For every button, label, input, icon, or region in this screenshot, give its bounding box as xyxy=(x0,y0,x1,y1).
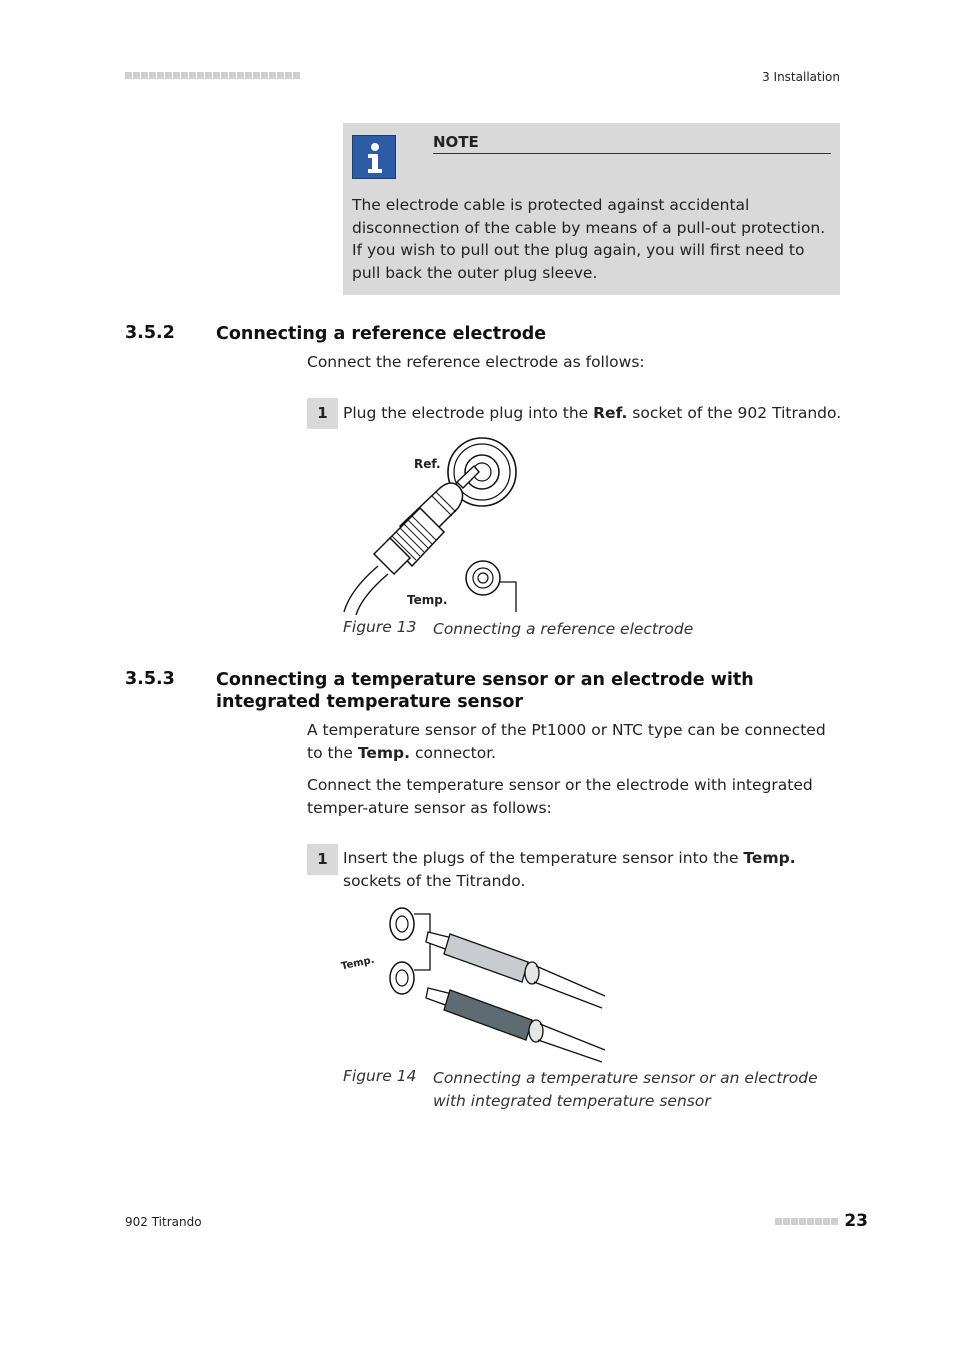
footer-decoration xyxy=(775,1218,838,1225)
step-number: 1 xyxy=(307,844,338,875)
step-text: Insert the plugs of the temperature sensor into the Temp. sockets of the Titrando. xyxy=(343,849,796,890)
figure-label: Figure 14 xyxy=(343,1067,417,1085)
section-number: 3.5.3 xyxy=(125,669,175,689)
step-text: Plug the electrode plug into the Ref. socket of the 902 Titrando. xyxy=(343,404,842,422)
section-number: 3.5.2 xyxy=(125,323,175,343)
step-number: 1 xyxy=(307,398,338,429)
running-header: 3 Installation xyxy=(762,70,840,84)
section-title: Connecting a reference electrode xyxy=(216,324,547,344)
temperature-sensor-illustration xyxy=(340,900,610,1065)
section-paragraph: Connect the temperature sensor or the electrode with integrated temper-ature sensor as follows: xyxy=(307,776,813,817)
section-paragraph: A temperature sensor of the Pt1000 or NTC type can be connected to the Temp. connector. xyxy=(307,721,826,762)
header-decoration xyxy=(125,72,300,79)
note-text: The electrode cable is protected against accidental disconnection of the cable by means of a pull-out protection. If you wish to pull out the plug again, you will first need to pull back the outer plug sleeve. xyxy=(352,196,826,282)
temp-socket-label: Temp. xyxy=(340,954,376,973)
section-intro: Connect the reference electrode as follows: xyxy=(307,353,645,371)
info-icon xyxy=(352,135,396,179)
temp-socket-label: Temp. xyxy=(407,593,448,607)
page-number: 23 xyxy=(844,1211,868,1231)
ref-socket-label: Ref. xyxy=(414,457,441,471)
section-title: Connecting a temperature sensor or an electrode with integrated temperature sensor xyxy=(216,670,754,712)
figure-label: Figure 13 xyxy=(343,618,417,636)
figure-caption: Connecting a reference electrode xyxy=(433,620,694,638)
note-title: NOTE xyxy=(433,133,831,154)
footer-product: 902 Titrando xyxy=(125,1215,202,1229)
footer-page xyxy=(775,1211,868,1231)
note-box xyxy=(343,123,840,295)
figure-caption: Connecting a temperature sensor or an electrode with integrated temperature sensor xyxy=(433,1069,818,1110)
